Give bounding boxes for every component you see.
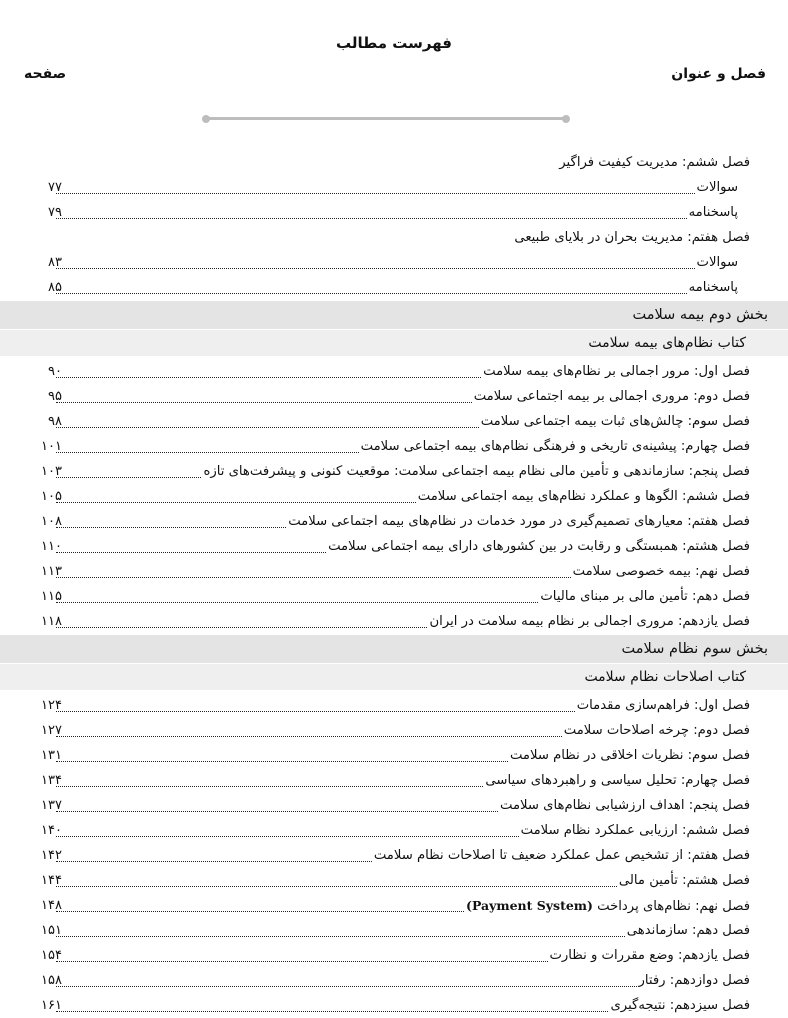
table-of-contents — [0, 150, 788, 1018]
page-number: ۱۶۱ — [41, 998, 62, 1013]
toc-entry-title-text: فصل سوم: نظریات اخلاقی در نظام سلامت — [509, 748, 750, 763]
chapter-title-column-header: فصل و عنوان — [671, 66, 766, 82]
dot-leader — [56, 961, 637, 987]
toc-entry-title-text: فصل هفتم: از تشخیص عمل عملکرد ضعیف تا اصلاحات نظام سلامت — [373, 848, 750, 863]
dot-leader — [56, 761, 483, 787]
page-number: ۱۱۳ — [41, 564, 62, 579]
dot-leader — [56, 452, 201, 478]
toc-entry-title — [521, 818, 750, 843]
page-number: ۱۴۴ — [41, 873, 62, 888]
dot-leader — [56, 243, 695, 269]
dot-leader — [56, 577, 538, 603]
toc-entry-title-text: فصل چهارم: تحلیل سیاسی و راهبردهای سیاسی — [485, 773, 750, 788]
book-heading: کتاب اصلاحات نظام سلامت — [0, 664, 788, 690]
toc-entry[interactable] — [0, 609, 788, 634]
page-number: ۹۸ — [48, 414, 62, 429]
dot-leader — [56, 477, 416, 503]
toc-entry-title — [361, 434, 750, 459]
dot-leader — [56, 711, 562, 737]
page-number: ۱۰۸ — [41, 514, 62, 529]
toc-entry-title-text: فصل پنجم: سازماندهی و تأمین مالی نظام بیمه اجتماعی سلامت: موقعیت کنونی و پیشرفت‌های تازه — [203, 464, 750, 479]
toc-entry-title-text: سوالات — [696, 180, 738, 195]
toc-entry-title-text: پاسخنامه — [688, 205, 738, 220]
toc-entry-title-text: فصل دوازدهم: رفتار — [638, 973, 750, 988]
page-number: ۱۱۵ — [41, 589, 62, 604]
toc-entry-title-text: فصل اول: مرور اجمالی بر نظام‌های بیمه سلامت — [483, 364, 750, 379]
dot-leader — [56, 402, 479, 428]
toc-entry-title — [540, 584, 750, 609]
page-number: ۱۵۸ — [41, 973, 62, 988]
toc-entry-title-text: فصل دهم: تأمین مالی بر مبنای مالیات — [540, 589, 750, 604]
dot-leader — [56, 986, 608, 1012]
page-number: ۱۱۸ — [41, 614, 62, 629]
page-title: فهرست مطالب — [336, 34, 452, 52]
toc-entry-title — [639, 968, 750, 993]
page-number: ۱۰۵ — [41, 489, 62, 504]
toc-entry-title — [610, 993, 750, 1018]
toc-entry-title-text: فصل ششم: ارزیابی عملکرد نظام سلامت — [520, 823, 750, 838]
page-number: ۷۷ — [48, 180, 62, 195]
page-column-header: صفحه — [24, 66, 67, 82]
page-number: ۷۹ — [48, 205, 62, 220]
toc-entry[interactable] — [0, 200, 788, 225]
page-number: ۸۳ — [48, 255, 62, 270]
toc-entry-title-text: فصل هفتم: مدیریت بحران در بلایای طبیعی — [514, 230, 750, 245]
toc-entry-title-text: فصل سوم: چالش‌های ثبات بیمه اجتماعی سلامت — [480, 414, 750, 429]
toc-entry-title — [573, 559, 750, 584]
page-number: ۱۳۴ — [41, 773, 62, 788]
toc-entry-title — [577, 693, 750, 718]
toc-entry-title-text: فصل ششم: الگوها و عملکرد نظام‌های بیمه اجتماعی سلامت — [417, 489, 750, 504]
toc-entry-title — [481, 409, 750, 434]
toc-entry-title-text: پاسخنامه — [688, 280, 738, 295]
toc-entry-title — [474, 384, 750, 409]
toc-entry-title — [510, 743, 750, 768]
toc-entry-title-text: فصل یازدهم: مروری اجمالی بر نظام بیمه سلامت در ایران — [429, 614, 750, 629]
page-number: ۸۵ — [48, 280, 62, 295]
page-number: ۱۳۷ — [41, 798, 62, 813]
dot-leader — [56, 786, 498, 812]
page-number: ۹۵ — [48, 389, 62, 404]
dot-leader — [56, 736, 508, 762]
toc-entry-title-text: فصل دوم: چرخه اصلاحات سلامت — [563, 723, 750, 738]
toc-entry-title — [689, 275, 738, 300]
book-heading: کتاب نظام‌های بیمه سلامت — [0, 330, 788, 356]
page-number: ۱۲۷ — [41, 723, 62, 738]
toc-entry-latin-term: (Payment System) — [466, 898, 593, 913]
page-number: ۱۴۸ — [41, 898, 62, 913]
dot-leader — [56, 427, 359, 453]
dot-leader — [56, 502, 286, 528]
page-number: ۱۰۳ — [41, 464, 62, 479]
page-number: ۱۲۴ — [41, 698, 62, 713]
toc-entry-title-text: فصل اول: فراهم‌سازی مقدمات — [576, 698, 750, 713]
page-number: ۱۴۰ — [41, 823, 62, 838]
toc-entry[interactable] — [0, 275, 788, 300]
dot-leader — [56, 268, 687, 294]
toc-entry-title — [429, 609, 750, 634]
toc-entry-title-text: سوالات — [696, 255, 738, 270]
page-number: ۱۵۱ — [41, 923, 62, 938]
toc-entry-title-text: فصل هشتم: همبستگی و رقابت در بین کشورهای دارای بیمه اجتماعی سلامت — [328, 539, 750, 554]
toc-entry-title-text: فصل یازدهم: وضع مقررات و نظارت — [549, 948, 750, 963]
toc-entry-title-text: فصل نهم: بیمه خصوصی سلامت — [572, 564, 750, 579]
toc-entry-title — [418, 484, 750, 509]
page-number: ۱۵۴ — [41, 948, 62, 963]
toc-entry-title — [697, 250, 738, 275]
page-number: ۱۰۱ — [41, 439, 62, 454]
page-number: ۱۴۲ — [41, 848, 62, 863]
dot-leader — [56, 811, 519, 837]
toc-entry-title-text: فصل نهم: نظام‌های پرداخت — [597, 899, 750, 914]
divider — [204, 115, 568, 121]
toc-entry-title-text: فصل هشتم: تأمین مالی — [618, 873, 750, 888]
dot-leader — [56, 352, 481, 378]
toc-entry-title-text: فصل سیزدهم: نتیجه‌گیری — [610, 998, 750, 1013]
dot-leader — [56, 377, 472, 403]
toc-entry-title — [483, 359, 750, 384]
toc-entry-title — [288, 509, 750, 534]
toc-entry-title — [485, 768, 750, 793]
toc-entry-title — [619, 868, 750, 893]
dot-leader — [56, 527, 326, 553]
dot-leader — [56, 552, 571, 578]
dot-leader — [56, 836, 372, 862]
dot-leader — [56, 911, 625, 937]
toc-entry-title — [564, 718, 750, 743]
dot-leader — [56, 168, 695, 194]
page-number: ۱۳۱ — [41, 748, 62, 763]
toc-entry-title-text: فصل دوم: مروری اجمالی بر بیمه اجتماعی سلامت — [473, 389, 750, 404]
dot-leader — [56, 602, 427, 628]
page-number: ۹۰ — [48, 364, 62, 379]
dot-leader — [56, 861, 617, 887]
toc-entry-title-text: فصل دهم: سازماندهی — [626, 923, 750, 938]
section-heading: بخش سوم نظام سلامت — [0, 635, 788, 663]
toc-entry-title — [627, 918, 750, 943]
toc-entry-title-text: فصل پنجم: اهداف ارزشیابی نظام‌های سلامت — [500, 798, 750, 813]
toc-entry-title-text: فصل ششم: مدیریت کیفیت فراگیر — [559, 155, 750, 170]
dot-leader — [56, 193, 687, 219]
dot-leader — [56, 886, 464, 912]
toc-entry[interactable] — [0, 993, 788, 1018]
dot-leader — [56, 686, 575, 712]
toc-entry-title — [697, 175, 738, 200]
dot-leader — [56, 936, 548, 962]
toc-entry-title — [500, 793, 750, 818]
toc-entry-title-text: فصل چهارم: پیشینه‌ی تاریخی و فرهنگی نظام‌های بیمه اجتماعی سلامت — [360, 439, 750, 454]
section-heading: بخش دوم بیمه سلامت — [0, 301, 788, 329]
toc-entry-title — [689, 200, 738, 225]
page-number: ۱۱۰ — [41, 539, 62, 554]
toc-entry-title-text: فصل هفتم: معیارهای تصمیم‌گیری در مورد خدمات در نظام‌های بیمه اجتماعی سلامت — [288, 514, 750, 529]
